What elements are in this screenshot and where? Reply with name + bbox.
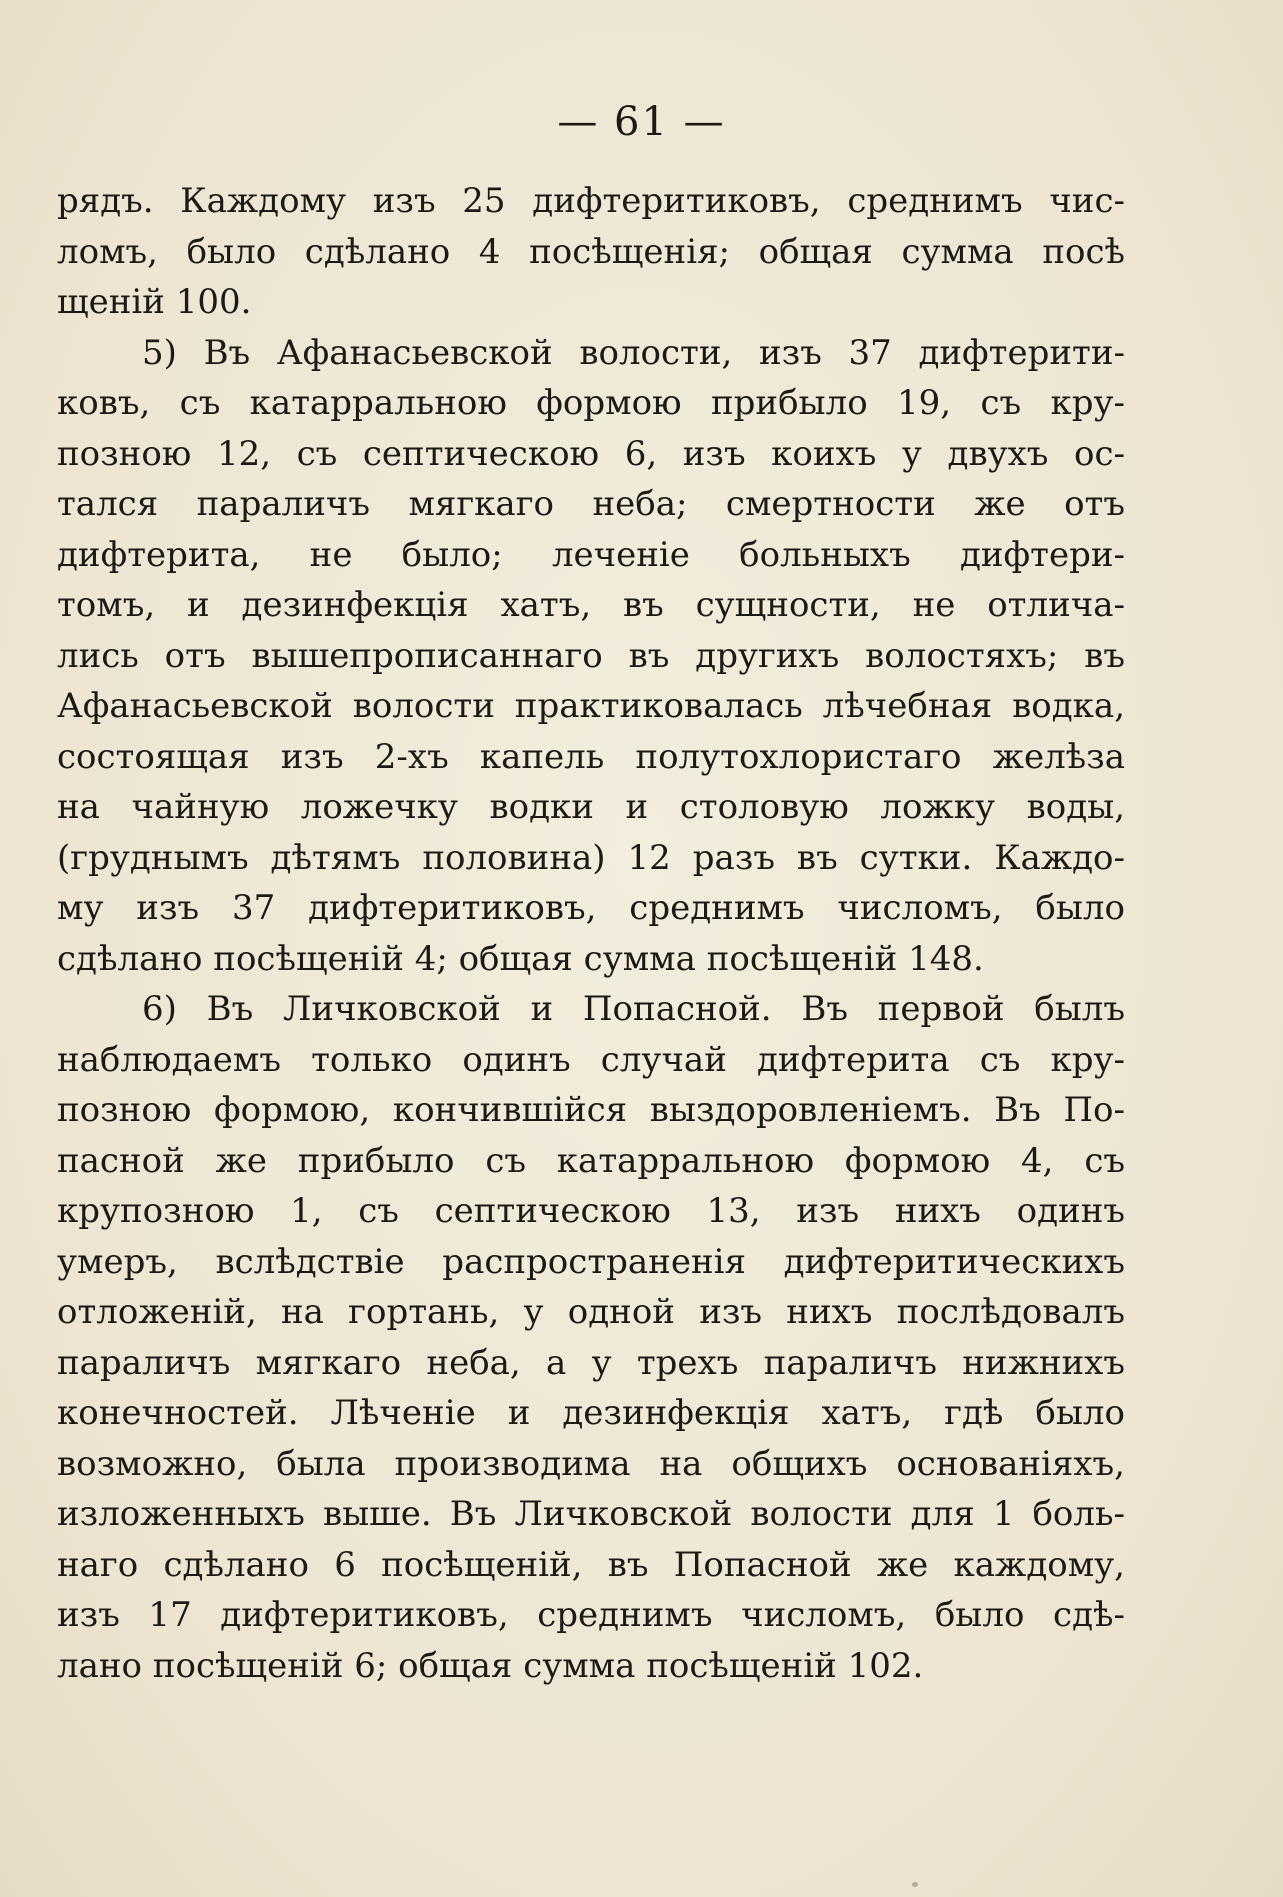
text-line: томъ, и дезинфекція хатъ, въ сущности, не отлича- bbox=[57, 585, 1125, 625]
text-line: параличъ мягкаго неба, а у трехъ параличъ нижнихъ bbox=[57, 1342, 1125, 1383]
text-line: позною формою, кончившійся выздоровленіемъ. Въ По- bbox=[57, 1090, 1125, 1130]
text-line: сдѣлано посѣщеній 4; общая сумма посѣщеній 148. bbox=[57, 938, 984, 979]
text-line: 6) Въ Личковской и Попасной. Въ первой былъ bbox=[142, 989, 1125, 1029]
text-line: состоящая изъ 2-хъ капель полутохлористаго желѣза bbox=[57, 736, 1125, 777]
text-line: позною 12, съ септическою 6, изъ коихъ у двухъ ос- bbox=[57, 433, 1125, 474]
text-line: наблюдаемъ только одинъ случай дифтерита съ кру- bbox=[57, 1039, 1125, 1080]
text-line: возможно, была производима на общихъ основаніяхъ, bbox=[57, 1443, 1125, 1484]
text-line: щеній 100. bbox=[57, 282, 252, 322]
text-line: наго сдѣлано 6 посѣщеній, въ Попасной же каждому, bbox=[57, 1544, 1125, 1585]
page-number: — 61 — bbox=[557, 99, 726, 145]
text-line: ковъ, съ катарральною формою прибыло 19, съ кру- bbox=[57, 383, 1125, 423]
text-line: лись отъ вышепрописаннаго въ другихъ волостяхъ; въ bbox=[57, 635, 1125, 676]
text-line: Афанасьевской волости практиковалась лѣчебная водка, bbox=[57, 686, 1125, 726]
text-line: 5) Въ Афанасьевской волости, изъ 37 дифтерити- bbox=[142, 332, 1125, 373]
text-line: тался параличъ мягкаго неба; смертности же отъ bbox=[57, 484, 1125, 524]
text-line: рядъ. Каждому изъ 25 дифтеритиковъ, среднимъ чис- bbox=[57, 181, 1125, 221]
ink-smudge bbox=[912, 1882, 918, 1887]
page-body-text bbox=[57, 176, 1125, 1691]
text-line: умеръ, вслѣдствіе распространенія дифтеритическихъ bbox=[57, 1241, 1125, 1282]
text-line: ломъ, было сдѣлано 4 посѣщенія; общая сумма посѣ bbox=[57, 231, 1125, 272]
text-line: изъ 17 дифтеритиковъ, среднимъ числомъ, было сдѣ- bbox=[57, 1595, 1125, 1635]
text-line: отложеній, на гортань, у одной изъ нихъ послѣдовалъ bbox=[57, 1292, 1125, 1332]
text-line: крупозною 1, съ септическою 13, изъ нихъ одинъ bbox=[57, 1191, 1125, 1231]
text-line: му изъ 37 дифтеритиковъ, среднимъ числомъ, было bbox=[57, 888, 1125, 928]
text-line: пасной же прибыло съ катарральною формою 4, съ bbox=[57, 1140, 1125, 1181]
text-line: на чайную ложечку водки и столовую ложку воды, bbox=[57, 787, 1125, 827]
text-line: (груднымъ дѣтямъ половина) 12 разъ въ сутки. Каждо- bbox=[57, 837, 1125, 878]
text-line: лано посѣщеній 6; общая сумма посѣщеній 102. bbox=[57, 1645, 924, 1686]
text-line: изложенныхъ выше. Въ Личковской волости для 1 боль- bbox=[57, 1494, 1125, 1534]
text-line: конечностей. Лѣченіе и дезинфекція хатъ, гдѣ было bbox=[57, 1393, 1125, 1433]
text-line: дифтерита, не было; леченіе больныхъ дифтери- bbox=[57, 534, 1125, 575]
